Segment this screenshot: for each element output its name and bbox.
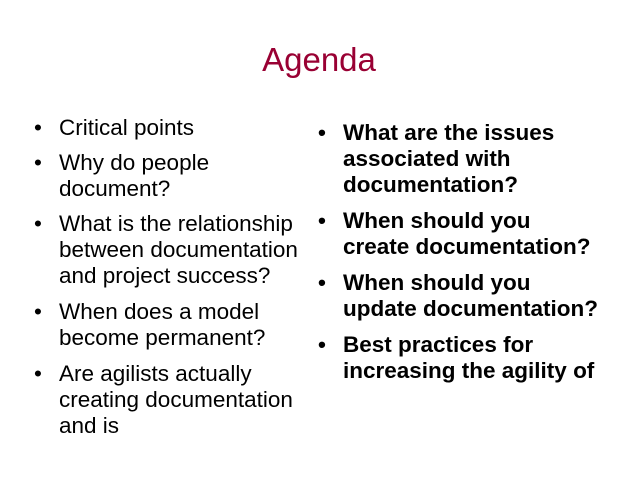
bullet-dot-icon: • [318, 270, 326, 295]
bullet-dot-icon: • [318, 120, 326, 145]
bullet-dot-icon: • [34, 211, 42, 236]
bullet-text: Best practices for increasing the agility of [343, 332, 595, 383]
bullet-item [310, 270, 600, 322]
bullet-dot-icon: • [318, 332, 326, 357]
bullet-item [26, 150, 322, 202]
bullet-dot-icon: • [34, 299, 42, 324]
bullet-item [26, 361, 322, 439]
slide-title: Agenda [262, 41, 376, 78]
bullet-text: When should you create documentation? [343, 208, 591, 259]
bullet-text: Why do people document? [59, 150, 210, 201]
bullet-text: When should you update documentation? [343, 270, 598, 321]
bullet-dot-icon: • [318, 208, 326, 233]
bullet-item [26, 115, 322, 141]
bullet-dot-icon: • [34, 361, 42, 386]
bullet-item [310, 332, 600, 384]
bullet-dot-icon: • [34, 115, 42, 140]
bullet-text: Critical points [59, 115, 195, 140]
left-bullet-list [26, 115, 322, 448]
bullet-text: What are the issues associated with documentation? [343, 120, 555, 197]
right-bullet-list [310, 120, 600, 394]
bullet-item [310, 120, 600, 198]
bullet-text: Are agilists actually creating documentation and is [59, 361, 293, 438]
bullet-text: What is the relationship between documentation and project success? [59, 211, 298, 288]
bullet-item [310, 208, 600, 260]
bullet-text: When does a model become permanent? [59, 299, 266, 350]
bullet-item [26, 299, 322, 351]
bullet-dot-icon: • [34, 150, 42, 175]
bullet-item [26, 211, 322, 289]
